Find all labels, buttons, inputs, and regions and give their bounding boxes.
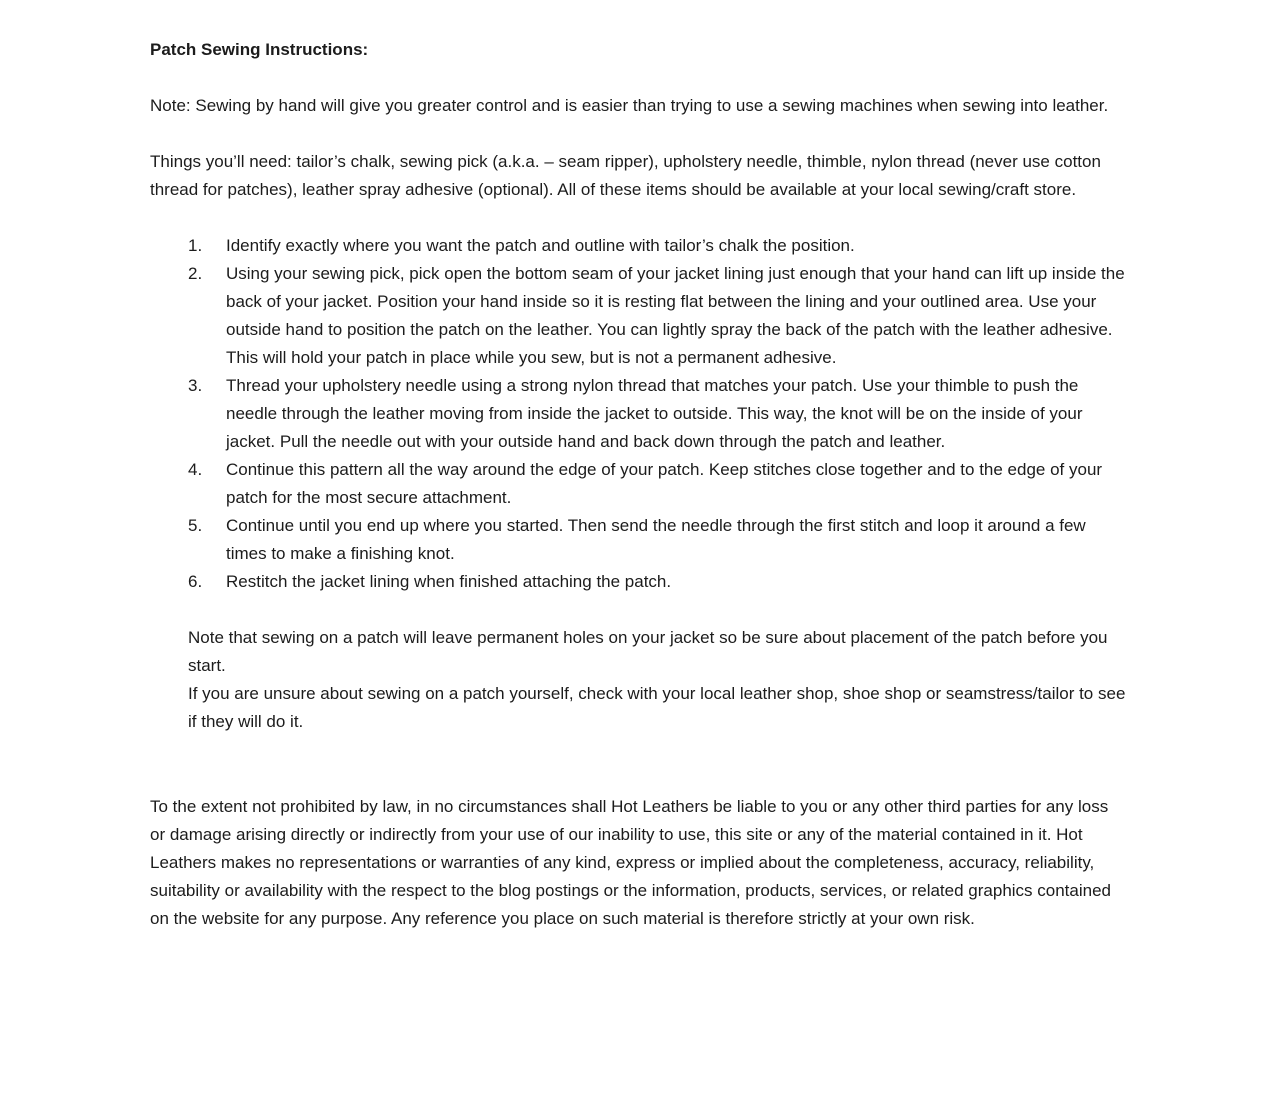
step-item-5: Continue until you end up where you started. Then send the needle through the first stitch and loop it around a few times to make a finishing knot.: [226, 516, 1086, 563]
step-item-2: Using your sewing pick, pick open the bottom seam of your jacket lining just enough that your hand can lift up inside the back of your jacket. Position your hand inside so it is resting flat between the lining and your outlined area. Use your outside hand to position the patch on the leather. You can lightly spray the back of the patch with the leather adhesive. This will hold your patch in place while you sew, but is not a permanent adhesive.: [226, 264, 1125, 367]
intro-note-paragraph: Note: Sewing by hand will give you greater control and is easier than trying to use a sewing machines when sewing into leather.: [150, 96, 1109, 115]
disclaimer-paragraph: To the extent not prohibited by law, in no circumstances shall Hot Leathers be liable to you or any other third parties for any loss or damage arising directly or indirectly from your use of our inability to use, this site or any of the material contained in it. Hot Leathers makes no representations or warranties of any kind, express or implied about the completeness, accuracy, reliability, suitability or availability with the respect to the blog postings or the information, products, services, or related graphics contained on the website for any purpose. Any reference you place on such material is therefore strictly at your own risk.: [150, 797, 1111, 928]
instruction-steps-list: [150, 232, 1127, 596]
placement-note-paragraph: Note that sewing on a patch will leave permanent holes on your jacket so be sure about placement of the patch before you start.: [188, 628, 1108, 675]
step-item-4: Continue this pattern all the way around the edge of your patch. Keep stitches close together and to the edge of your patch for the most secure attachment.: [226, 460, 1103, 507]
notes-block: [188, 624, 1127, 736]
alternative-note-paragraph: If you are unsure about sewing on a patch yourself, check with your local leather shop, shoe shop or seamstress/tailor to see if they will do it.: [188, 684, 1126, 731]
step-item-6: Restitch the jacket lining when finished attaching the patch.: [226, 572, 672, 591]
supplies-paragraph: Things you’ll need: tailor’s chalk, sewing pick (a.k.a. – seam ripper), upholstery needle, thimble, nylon thread (never use cotton thread for patches), leather spray adhesive (optional). All of these items should be available at your local sewing/craft store.: [150, 152, 1101, 199]
document-title: Patch Sewing Instructions:: [150, 40, 369, 59]
step-item-3: Thread your upholstery needle using a strong nylon thread that matches your patch. Use your thimble to push the needle through the leather moving from inside the jacket to outside. This way, the knot will be on the inside of your jacket. Pull the needle out with your outside hand and back down through the patch and leather.: [226, 376, 1083, 451]
step-item-1: Identify exactly where you want the patch and outline with tailor’s chalk the position.: [226, 236, 855, 255]
